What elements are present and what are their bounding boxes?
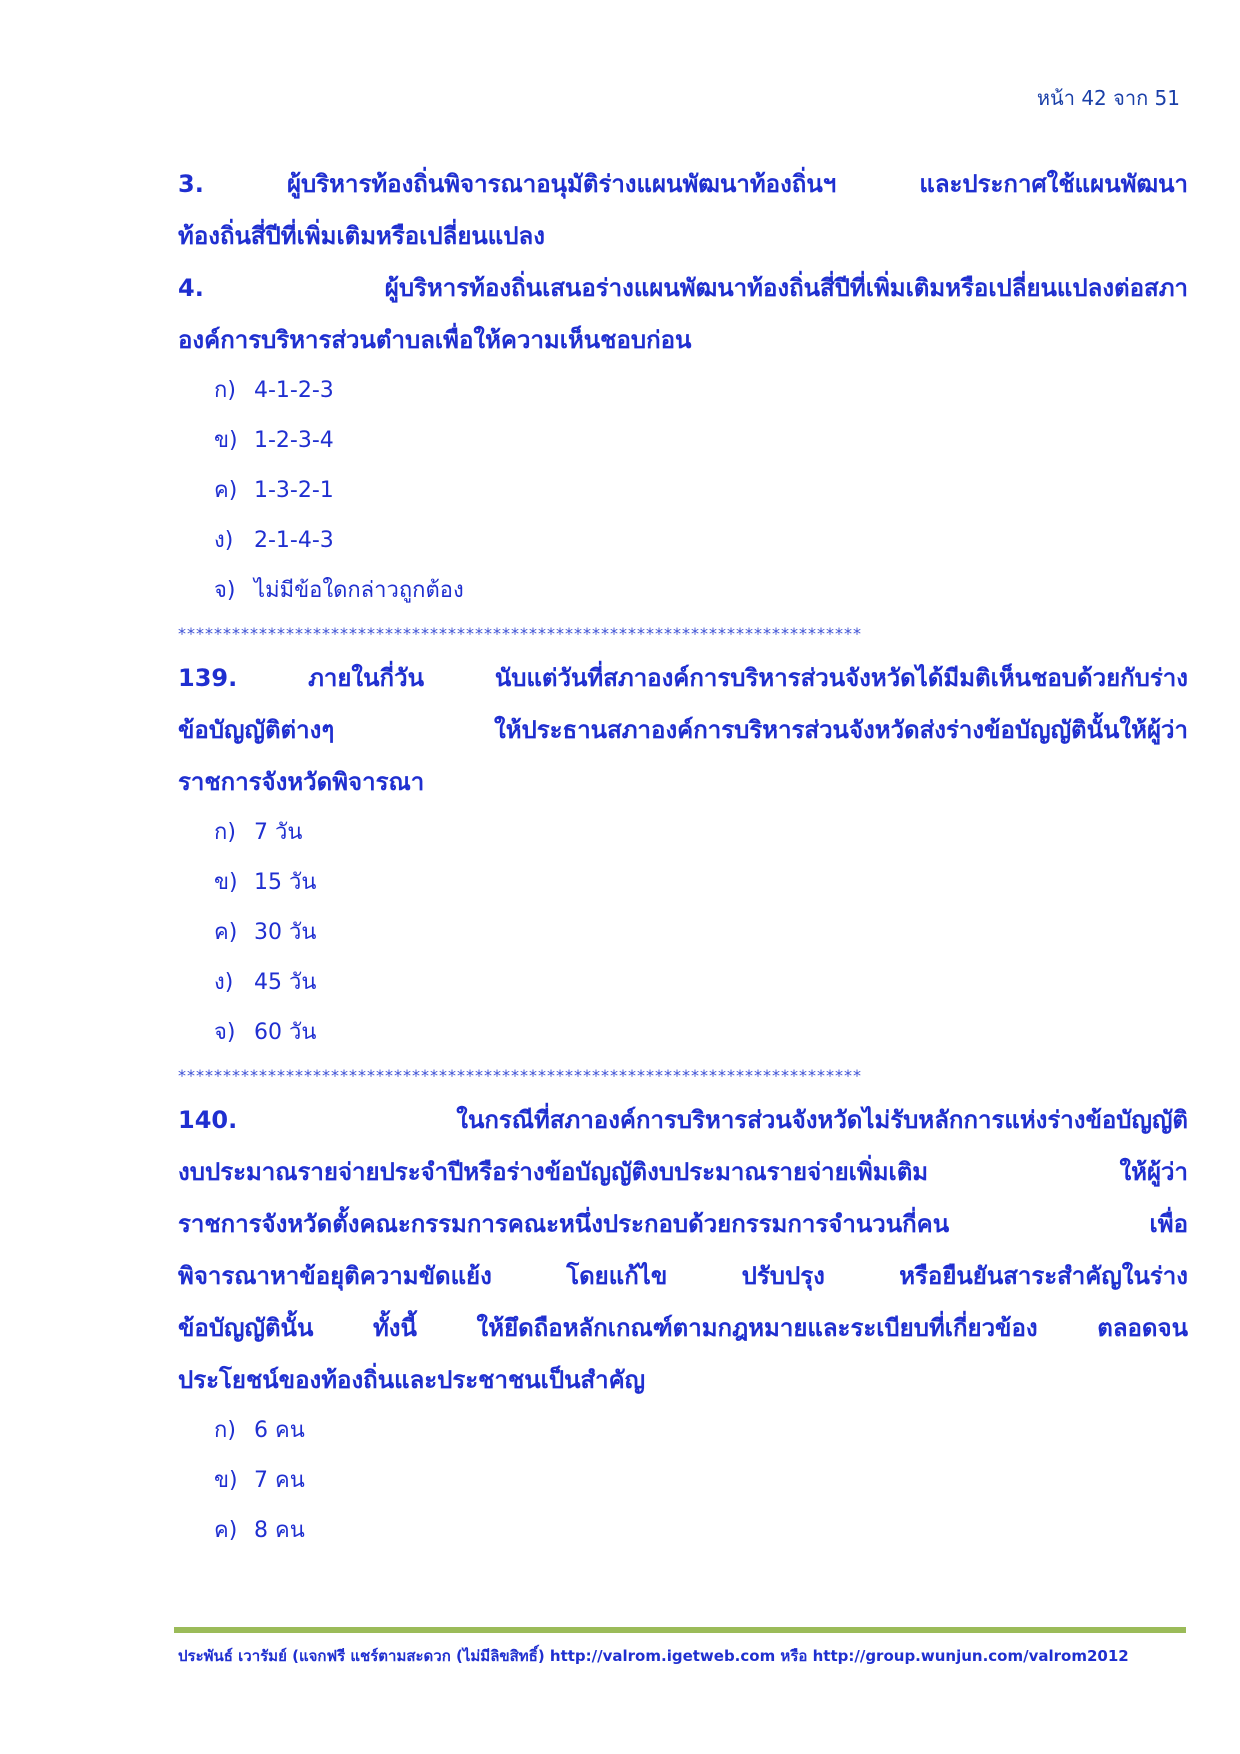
option-label: ข) [214, 1468, 238, 1493]
question-number: 140. [178, 1106, 238, 1134]
option-text: 4-1-2-3 [254, 378, 334, 403]
answer-options [178, 1406, 1188, 1556]
question-continued [178, 158, 1188, 616]
question-line: ข้อบัญญัติต่างๆ ให้ประธานสภาองค์การบริหารส่วนจังหวัดส่งร่างข้อบัญญัตินั้นให้ผู้ว่า [178, 716, 1188, 744]
answer-options [178, 366, 1188, 616]
footer-divider [174, 1627, 1186, 1633]
asterisk-separator: **************************************************************************** [178, 1066, 862, 1085]
option-text: 7 คน [254, 1468, 305, 1493]
option-label: จ) [214, 1020, 236, 1045]
option-label: ก) [214, 378, 236, 403]
question-text: ในกรณีที่สภาองค์การบริหารส่วนจังหวัดไม่รับหลักการแห่งร่างข้อบัญญัติ [456, 1106, 1188, 1134]
option-text: 1-3-2-1 [254, 478, 334, 503]
answer-option [178, 516, 1188, 566]
question-line: พิจารณาหาข้อยุติความขัดแย้ง โดยแก้ไข ปรับปรุง หรือยืนยันสาระสำคัญในร่าง [178, 1262, 1188, 1290]
option-label: ค) [214, 478, 238, 503]
page-number: หน้า 42 จาก 51 [1036, 86, 1180, 110]
option-label: ข) [214, 428, 238, 453]
option-label: ง) [214, 970, 234, 995]
option-label: จ) [214, 578, 236, 603]
answer-option [178, 1506, 1188, 1556]
option-text: 2-1-4-3 [254, 528, 334, 553]
question-line: 139. ภายในกี่วัน นับแต่วันที่สภาองค์การบริหารส่วนจังหวัดได้มีมติเห็นชอบด้วยกับร่าง [178, 664, 1188, 692]
question-line: งบประมาณรายจ่ายประจำปีหรือร่างข้อบัญญัติงบประมาณรายจ่ายเพิ่มเติม ให้ผู้ว่า [178, 1158, 1188, 1186]
footer-credit: ประพันธ์ เวารัมย์ (แจกฟรี แชร์ตามสะดวก (ไม่มีลิขสิทธิ์) http://valrom.igetweb.com หรือ http://group.wunjun.com/valrom2012 [178, 1647, 1129, 1665]
answer-option [178, 1456, 1188, 1506]
question-line: ท้องถิ่นสี่ปีที่เพิ่มเติมหรือเปลี่ยนแปลง [178, 222, 545, 250]
answer-option [178, 1008, 1188, 1058]
answer-option [178, 908, 1188, 958]
answer-option [178, 808, 1188, 858]
option-text: 7 วัน [254, 820, 303, 845]
option-text: 30 วัน [254, 920, 317, 945]
option-text: 15 วัน [254, 870, 317, 895]
answer-option [178, 1406, 1188, 1456]
question-140 [178, 1094, 1188, 1556]
question-line: องค์การบริหารส่วนตำบลเพื่อให้ความเห็นชอบก่อน [178, 326, 692, 354]
answer-option [178, 566, 1188, 616]
option-text: 6 คน [254, 1418, 305, 1443]
page-content [178, 158, 1188, 1556]
option-label: ก) [214, 1418, 236, 1443]
answer-option [178, 366, 1188, 416]
question-line: 4. ผู้บริหารท้องถิ่นเสนอร่างแผนพัฒนาท้องถิ่นสี่ปีที่เพิ่มเติมหรือเปลี่ยนแปลงต่อสภา [178, 274, 1188, 302]
option-text: 60 วัน [254, 1020, 317, 1045]
answer-option [178, 958, 1188, 1008]
asterisk-separator: **************************************************************************** [178, 624, 862, 643]
question-line: ประโยชน์ของท้องถิ่นและประชาชนเป็นสำคัญ [178, 1366, 646, 1394]
question-line [178, 1094, 1188, 1146]
option-text: 45 วัน [254, 970, 317, 995]
option-text: ไม่มีข้อใดกล่าวถูกต้อง [254, 578, 464, 603]
question-139 [178, 652, 1188, 1058]
option-text: 1-2-3-4 [254, 428, 334, 453]
question-line: ข้อบัญญัตินั้น ทั้งนี้ ให้ยึดถือหลักเกณฑ์ตามกฎหมายและระเบียบที่เกี่ยวข้อง ตลอดจน [178, 1314, 1188, 1342]
option-label: ข) [214, 870, 238, 895]
answer-option [178, 858, 1188, 908]
option-label: ค) [214, 1518, 238, 1543]
answer-option [178, 416, 1188, 466]
option-label: ง) [214, 528, 234, 553]
answer-options [178, 808, 1188, 1058]
question-line: ราชการจังหวัดตั้งคณะกรรมการคณะหนึ่งประกอบด้วยกรรมการจำนวนกี่คน เพื่อ [178, 1210, 1188, 1238]
answer-option [178, 466, 1188, 516]
option-label: ก) [214, 820, 236, 845]
option-label: ค) [214, 920, 238, 945]
question-line: 3. ผู้บริหารท้องถิ่นพิจารณาอนุมัติร่างแผนพัฒนาท้องถิ่นฯ และประกาศใช้แผนพัฒนา [178, 170, 1188, 198]
option-text: 8 คน [254, 1518, 305, 1543]
question-line: ราชการจังหวัดพิจารณา [178, 768, 425, 796]
